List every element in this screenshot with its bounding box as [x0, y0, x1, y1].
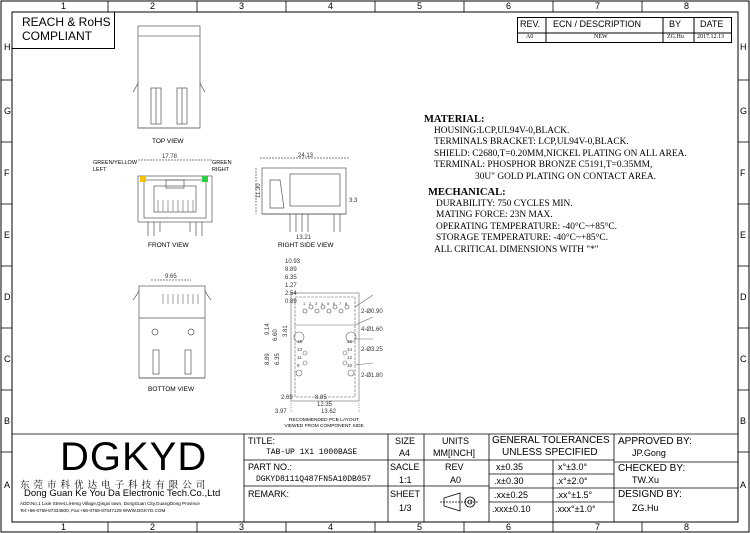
pcb-dim: 3.81: [283, 325, 289, 337]
pcb-pin-small: 3: [315, 301, 318, 306]
pcb-dim: 8.89: [285, 267, 297, 273]
material-line: 30U" GOLD PLATING ON CONTACT AREA.: [475, 171, 657, 182]
company-contact: Tel:+86-0769-87334600, Fax:+86-0769-87647129 WWW.DGKYD.COM: [20, 508, 166, 513]
grid-row-label: C: [4, 354, 11, 364]
part-value: DGKYD8111Q487FN5A10DB057: [256, 475, 372, 484]
grid-row-label: H: [740, 42, 747, 52]
date-value: 2017.12.13: [697, 34, 724, 40]
pcb-pin: 10: [347, 363, 353, 368]
right-side-view-caption: RIGHT SIDE VIEW: [278, 242, 334, 249]
pcb-dim: 2.69: [281, 395, 293, 401]
front-width-dim: 17.78: [162, 154, 178, 160]
tolerance-angular: .x°±2.0°: [556, 476, 588, 486]
side-bottom-dim: 13.21: [296, 235, 312, 241]
sheet-label: SHEET: [390, 489, 421, 499]
grid-row-label: B: [4, 416, 11, 426]
material-line: TERMINAL: PHOSPHOR BRONZE C5191,T=0.35MM,: [434, 160, 653, 170]
scale-label: SACLE: [390, 462, 420, 472]
rev-value: A0: [526, 34, 534, 40]
grid-col-label: 6: [506, 522, 512, 532]
pcb-caption-line: VIEWED FROM COMPONENT SIDE: [284, 424, 364, 429]
tolerance-angular: .xxx°±1.0°: [555, 504, 596, 514]
pcb-pin: 13: [297, 347, 303, 352]
pcb-pin-small: 2: [309, 301, 312, 306]
tolerance-angular: .xx°±1.5°: [556, 490, 593, 500]
grid-col-label: 4: [328, 1, 334, 11]
material-line: SHIELD: C2680,T=0.20MM,NICKEL PLATING ON ALL AREA.: [434, 148, 687, 159]
pcb-pin: 14: [347, 347, 353, 352]
scale-value: 1:1: [399, 475, 412, 485]
pcb-pin-small: 5: [327, 301, 330, 306]
mechanical-line: STORAGE TEMPERATURE: -40°C~+85°C.: [436, 233, 608, 243]
pcb-dim: 2-Ø0.90: [361, 309, 383, 315]
grid-row-label: F: [740, 168, 746, 178]
pcb-dim: 1.27: [285, 283, 297, 289]
mechanical-line: MATING FORCE: 23N MAX.: [436, 210, 553, 220]
company-cn-name: 东 莞 市 科 优 达 电 子 科 技 有 限 公 司: [20, 480, 206, 491]
rev-value: A0: [450, 475, 462, 485]
tolerance-linear: x±0.35: [496, 462, 523, 472]
tolerance-title-line: UNLESS SPECIFIED: [502, 447, 598, 458]
design-value: ZG.Hu: [632, 503, 659, 513]
grid-col-label: 1: [61, 1, 67, 11]
title-label: TITLE:: [248, 436, 276, 446]
front-view-caption: FRONT VIEW: [148, 242, 189, 249]
size-value: A4: [399, 448, 411, 458]
grid-col-label: 2: [150, 522, 156, 532]
grid-row-label: A: [740, 480, 747, 490]
pcb-dim: 6.35: [275, 353, 281, 365]
grid-col-label: 8: [684, 1, 690, 11]
date-header: DATE: [700, 19, 724, 29]
grid-col-label: 2: [150, 1, 156, 11]
units-value: MM[INCH]: [433, 448, 475, 458]
ecn-value: NEW: [594, 34, 608, 40]
pcb-caption-line: RECOMMENDED PCB LAYOUT: [288, 418, 359, 423]
pcb-dim: 6.35: [285, 275, 297, 281]
units-label: UNITS: [442, 436, 469, 446]
pcb-pin: 16: [347, 339, 353, 344]
rev-header: REV.: [520, 19, 541, 29]
grid-col-label: 5: [417, 522, 423, 532]
pcb-dim: 8.89: [265, 353, 271, 365]
pcb-dim: 12.35: [317, 402, 333, 408]
bottom-view-caption: BOTTOM VIEW: [148, 386, 195, 393]
led-left-label-line: LEFT: [93, 167, 107, 173]
led-right-label-line: GREEN: [212, 160, 232, 166]
sheet-value: 1/3: [399, 503, 412, 513]
grid-col-label: 4: [328, 522, 334, 532]
tolerance-title-line: GENERAL TOLERANCES: [492, 435, 610, 446]
pcb-dim: 2-Ø1.80: [361, 373, 383, 379]
pcb-pin-small: 6: [333, 301, 336, 306]
pcb-pin-small: 4: [321, 301, 324, 306]
pcb-dim: 13.62: [321, 409, 337, 415]
pcb-dim: 10.93: [285, 259, 301, 265]
grid-col-label: 6: [506, 1, 512, 11]
pcb-pin: 9: [297, 363, 300, 368]
pcb-pin-small: 7: [339, 301, 342, 306]
compliance-line: COMPLIANT: [22, 29, 93, 43]
company-logo: DGKYD: [60, 435, 208, 479]
led-left-label-line: GREEN/YELLOW: [93, 160, 138, 166]
grid-row-label: H: [4, 42, 11, 52]
grid-row-label: D: [4, 292, 11, 302]
grid-col-label: 7: [595, 522, 601, 532]
grid-row-label: D: [740, 292, 747, 302]
compliance-line: REACH & RoHS: [22, 15, 111, 29]
approved-label: APPROVED BY:: [618, 436, 692, 447]
pcb-pin-small: 8: [345, 301, 348, 306]
pcb-dim: 9.14: [265, 323, 271, 335]
side-height-dim: 11.30: [256, 183, 262, 198]
grid-row-label: G: [740, 106, 748, 116]
grid-row-label: C: [740, 354, 747, 364]
grid-row-label: G: [4, 106, 12, 116]
material-line: TERMINALS BRACKET: LCP,UL94V-0,BLACK.: [434, 137, 629, 147]
mechanical-line: DURABILITY: 750 CYCLES MIN.: [436, 198, 573, 209]
grid-row-label: A: [4, 480, 11, 490]
grid-col-label: 7: [595, 1, 601, 11]
pcb-dim: 6.60: [273, 329, 279, 341]
grid-col-label: 5: [417, 1, 423, 11]
pcb-pin: 15: [297, 339, 303, 344]
mechanical-title: MECHANICAL:: [428, 187, 506, 198]
size-label: SIZE: [395, 436, 416, 446]
rev-label: REV: [445, 462, 464, 472]
pcb-dim: 0.89: [285, 299, 297, 305]
company-address: ADD:No.1 Lixie Street,LiHeng Village,Qingxi town, DongGuan City,GuangDong Province: [20, 501, 200, 506]
side-depth-dim: 24.13: [298, 153, 314, 159]
part-label: PART NO.:: [248, 462, 293, 472]
mechanical-line: OPERATING TEMPERATURE: -40°C~+85°C.: [436, 221, 617, 232]
tolerance-title: [492, 435, 610, 459]
pcb-dim: 3.97: [275, 409, 287, 415]
pcb-pin: 11: [297, 355, 302, 360]
by-header: BY: [669, 19, 682, 29]
pcb-dim: 2.54: [285, 291, 297, 297]
remark-label: REMARK:: [248, 489, 290, 499]
material-line: HOUSING:LCP,UL94V-0,BLACK.: [434, 125, 570, 136]
pcb-dim: 4-Ø1.60: [361, 327, 383, 333]
tolerance-linear: .xx±0.25: [494, 490, 528, 500]
tolerance-linear: .x±0.30: [494, 476, 524, 486]
grid-col-label: 3: [239, 522, 245, 532]
tolerance-linear: .xxx±0.10: [492, 504, 531, 514]
pcb-pin-small: 1: [303, 301, 306, 306]
grid-row-label: E: [4, 230, 11, 240]
side-small-dim: 3.3: [349, 198, 358, 204]
by-value: ZG.Hu: [667, 34, 684, 40]
projection-symbol-icon: [440, 493, 478, 511]
grid-col-label: 1: [61, 522, 67, 532]
checked-label: CHECKED BY:: [618, 463, 686, 474]
grid-row-label: B: [740, 416, 747, 426]
pcb-dim: 2-Ø3.25: [361, 347, 383, 353]
bottom-width-dim: 9.65: [165, 274, 177, 280]
design-label: DESIGND BY:: [618, 489, 682, 500]
mechanical-line: ALL CRITICAL DIMENSIONS WITH "*": [434, 244, 599, 255]
material-title: MATERIAL:: [424, 114, 485, 125]
approved-value: JP.Gong: [632, 448, 666, 458]
grid-row-label: E: [740, 230, 747, 240]
grid-col-label: 3: [239, 1, 245, 11]
ecn-header: ECN / DESCRIPTION: [553, 19, 642, 29]
pcb-dim: 8.85: [315, 395, 327, 401]
title-value: TAB-UP 1X1 1000BASE: [266, 448, 358, 457]
grid-col-label: 8: [684, 522, 690, 532]
company-en-name: Dong Guan Ke You Da Electronic Tech.Co.,Ltd: [24, 488, 221, 499]
pcb-pin: 12: [347, 355, 353, 360]
top-view-caption: TOP VIEW: [152, 138, 184, 145]
checked-value: TW.Xu: [632, 475, 660, 485]
grid-row-label: F: [4, 168, 10, 178]
tolerance-angular: x°±3.0°: [558, 462, 588, 472]
led-right-label-line: RIGHT: [212, 167, 230, 173]
